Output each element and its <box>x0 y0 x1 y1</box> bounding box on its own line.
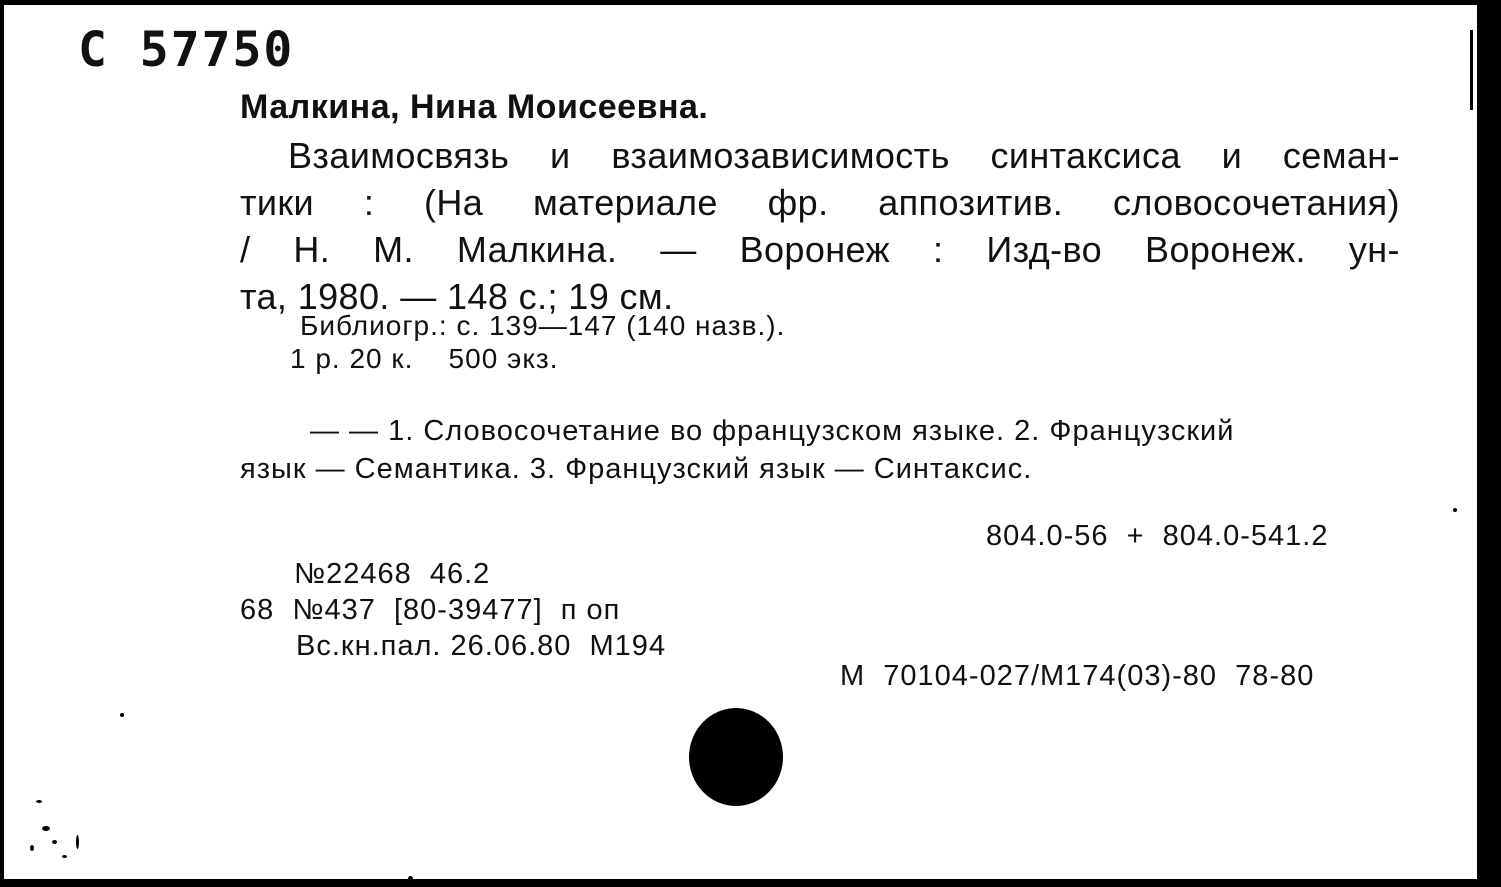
subject-line-1: — — 1. Словосочетание во французском языке. 2. Французский <box>310 415 1235 447</box>
desc-word: Воронеж <box>739 229 891 270</box>
scan-speck <box>408 876 413 881</box>
desc-word: М. <box>373 229 414 270</box>
desc-word: фр. <box>767 182 829 223</box>
author-heading: Малкина, Нина Моисеевна. <box>240 88 709 126</box>
chamber-record: Вс.кн.пал. 26.06.80 М194 <box>296 630 667 662</box>
desc-word: Взаимосвязь <box>288 135 510 176</box>
description-line-1 <box>240 132 1400 179</box>
scan-edge-right <box>1477 0 1501 887</box>
desc-word: взаимозависимость <box>611 135 950 176</box>
description-line-3 <box>240 226 1400 273</box>
desc-word: материале <box>532 182 718 223</box>
udc-classification: 804.0-56 + 804.0-541.2 <box>986 520 1329 552</box>
scan-speck <box>62 855 67 858</box>
reference-number: №22468 46.2 <box>294 558 491 590</box>
desc-word: и <box>550 135 571 176</box>
scan-edge-left <box>0 0 4 887</box>
call-number: С 57750 <box>78 22 295 78</box>
desc-word: семан- <box>1282 135 1400 176</box>
bibliographic-description <box>240 132 1400 320</box>
desc-word: : <box>933 229 944 270</box>
scan-speck <box>30 845 34 851</box>
desc-word: Н. <box>293 229 331 270</box>
subject-line-2: язык — Семантика. 3. Французский язык — Синтаксис. <box>240 453 1033 485</box>
scan-speck <box>42 826 50 831</box>
subject-headings <box>240 412 1234 488</box>
scan-speck <box>36 800 42 803</box>
desc-word: Малкина. <box>456 229 618 270</box>
desc-word: словосочетания) <box>1112 182 1400 223</box>
desc-word: и <box>1221 135 1243 176</box>
description-line-2 <box>240 179 1400 226</box>
price-and-copies: 1 р. 20 к. 500 экз. <box>290 343 559 374</box>
desc-word: Воронеж. <box>1145 229 1306 270</box>
bibliography-note: Библиогр.: с. 139—147 (140 назв.). <box>300 310 786 341</box>
scan-edge-right-mark <box>1470 30 1473 110</box>
scan-speck <box>52 840 57 844</box>
desc-word: Изд-во <box>986 229 1103 270</box>
desc-word: (На <box>424 182 484 223</box>
punch-hole <box>689 708 783 806</box>
desc-word: : <box>363 182 375 223</box>
scan-speck <box>76 835 79 849</box>
description-line-4: та, 1980. — 148 с.; 19 см. <box>240 276 674 317</box>
scan-speck <box>1453 508 1457 512</box>
author-mark-code: М 70104-027/М174(03)-80 78-80 <box>840 660 1315 692</box>
scan-edge-bottom <box>0 879 1501 887</box>
desc-word: — <box>660 229 697 270</box>
scan-edge-top <box>0 0 1501 5</box>
desc-word: тики <box>240 182 315 223</box>
scan-speck <box>120 713 124 717</box>
desc-word: синтаксиса <box>990 135 1181 176</box>
desc-word: аппозитив. <box>878 182 1064 223</box>
desc-word: / <box>240 229 251 270</box>
order-line: 68 №437 [80-39477] п оп <box>240 594 621 626</box>
desc-word: ун- <box>1348 229 1400 270</box>
